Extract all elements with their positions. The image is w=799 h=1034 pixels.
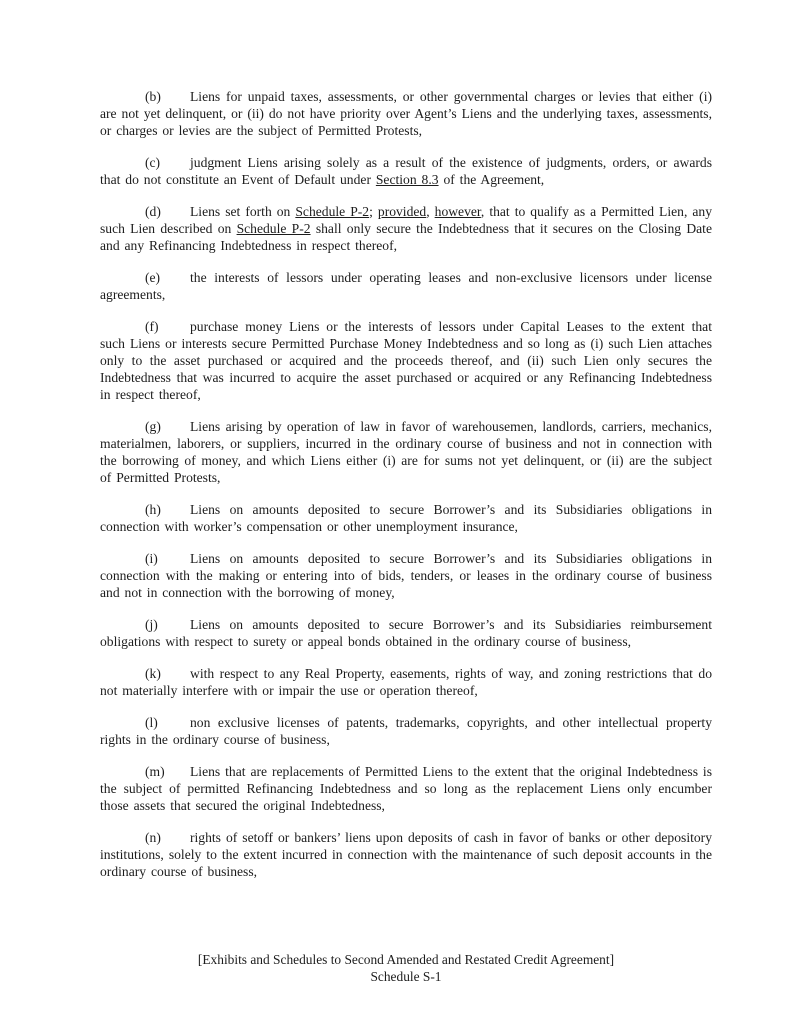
paragraph-text: Liens on amounts deposited to secure Borrower’s and its Subsidiaries reimbursement obligations with respect to surety or appeal bonds obtained in the ordinary course of business, [100, 617, 712, 649]
paragraph-label: (l) [145, 715, 158, 730]
paragraph [100, 829, 712, 880]
paragraph-label: (h) [145, 502, 161, 517]
paragraph [100, 418, 712, 486]
paragraph [100, 665, 712, 699]
paragraph-label: (c) [145, 155, 161, 170]
paragraph [100, 154, 712, 188]
paragraph-label: (n) [145, 830, 161, 845]
paragraph [100, 616, 712, 650]
paragraph [100, 763, 712, 814]
paragraph-text: rights of setoff or bankers’ liens upon deposits of cash in favor of banks or other depository institutions, solely to the extent incurred in connection with the maintenance of such deposit accounts in the ordinary course of business, [100, 830, 712, 879]
paragraph-text: judgment Liens arising solely as a result of the existence of judgments, orders, or awards that do not constitute an Event of Default under [100, 155, 712, 187]
paragraph-text: Liens arising by operation of law in favor of warehousemen, landlords, carriers, mechanics, materialmen, laborers, or suppliers, incurred in the ordinary course of business and not in connection with the borrowing of money, and which Liens either (i) are for sums not yet delinquent, or (ii) are the subject of Permitted Protests, [100, 419, 712, 485]
paragraph [100, 88, 712, 139]
paragraph-text: Liens for unpaid taxes, assessments, or other governmental charges or levies that either (i) are not yet delinquent, or (ii) do not have priority over Agent’s Liens and the underlying taxes, assessments, or charges or levies are the subject of Permitted Protests, [100, 89, 712, 138]
paragraph-text: purchase money Liens or the interests of lessors under Capital Leases to the extent that such Liens or interests secure Permitted Purchase Money Indebtedness and so long as (i) such Lien attaches only to the asset purchased or acquired and the proceeds thereof, and (ii) such Lien only secures the Indebtedness that was incurred to acquire the asset purchased or acquired or any Refinancing Indebtedness in respect thereof, [100, 319, 712, 402]
paragraph [100, 269, 712, 303]
paragraph [100, 203, 712, 254]
paragraph-label: (m) [145, 764, 165, 779]
paragraph-label: (b) [145, 89, 161, 104]
document-body [100, 88, 712, 895]
underlined-reference: provided [377, 204, 427, 219]
paragraph-label: (k) [145, 666, 161, 681]
underlined-reference: however [434, 204, 481, 219]
underlined-reference: Schedule P-2 [236, 221, 311, 236]
paragraph-text: shall only secure the Indebtedness that it secures on the Closing Date and any Refinancing Indebtedness in respect thereof, [100, 221, 712, 253]
paragraph-text: Liens set forth on [190, 204, 296, 219]
underlined-reference: Section 8.3 [375, 172, 439, 187]
paragraph-text: , [426, 204, 435, 219]
paragraph-label: (j) [145, 617, 158, 632]
paragraph-text: ; [369, 204, 378, 219]
paragraph [100, 501, 712, 535]
paragraph-text: with respect to any Real Property, easements, rights of way, and zoning restrictions that do not materially interfere with or impair the use or operation thereof, [100, 666, 712, 698]
paragraph-text: of the Agreement, [438, 172, 545, 187]
paragraph-label: (i) [145, 551, 158, 566]
paragraph [100, 318, 712, 403]
paragraph [100, 714, 712, 748]
paragraph-label: (e) [145, 270, 161, 285]
paragraph-text: Liens that are replacements of Permitted Liens to the extent that the original Indebtedness is the subject of permitted Refinancing Indebtedness and so long as the replacement Liens only encumber those assets that secured the original Indebtedness, [100, 764, 712, 813]
footer-line1: [Exhibits and Schedules to Second Amended and Restated Credit Agreement] [197, 952, 615, 967]
paragraph-text: Liens on amounts deposited to secure Borrower’s and its Subsidiaries obligations in connection with the making or entering into of bids, tenders, or leases in the ordinary course of business and not in connection with the borrowing of money, [100, 551, 712, 600]
paragraph-text: non exclusive licenses of patents, trademarks, copyrights, and other intellectual property rights in the ordinary course of business, [100, 715, 712, 747]
footer [100, 951, 712, 985]
paragraph-label: (g) [145, 419, 161, 434]
paragraph-text: Liens on amounts deposited to secure Borrower’s and its Subsidiaries obligations in connection with worker’s compensation or other unemployment insurance, [100, 502, 712, 534]
paragraph-text: , that to qualify as a Permitted Lien, any such Lien described on [100, 204, 712, 236]
footer-line2: Schedule S-1 [370, 969, 442, 984]
paragraph-label: (f) [145, 319, 159, 334]
paragraph-label: (d) [145, 204, 161, 219]
underlined-reference: Schedule P-2 [295, 204, 370, 219]
paragraph [100, 550, 712, 601]
paragraph-text: the interests of lessors under operating leases and non-exclusive licensors under license agreements, [100, 270, 712, 302]
